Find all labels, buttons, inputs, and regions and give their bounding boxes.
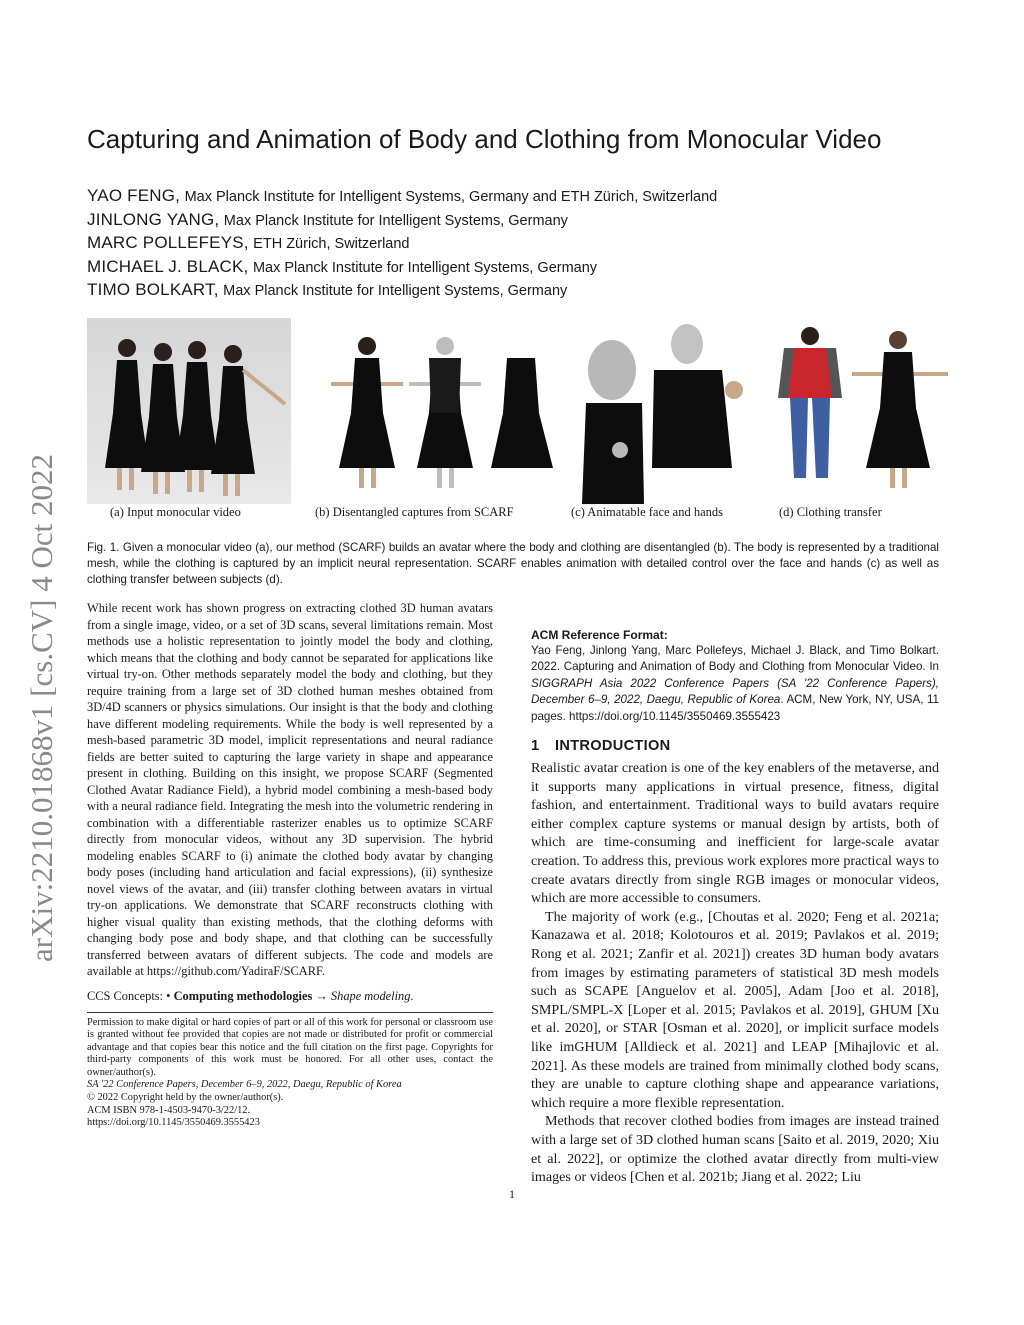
permission-notice: Permission to make digital or hard copies of part or all of this work for personal or classroom use is granted without fee provided that copies are not made or distributed for profit or commercial advantage and that copies bear this notice and the full citation on the first page. Copyrights for third-party components of this work must be honored. For all other uses, contact the owner/author(s). <box>87 1017 493 1078</box>
author-line <box>87 255 967 279</box>
author-name: JINLONG YANG, <box>87 209 220 229</box>
author-affiliation: Max Planck Institute for Intelligent Systems, Germany <box>223 283 568 299</box>
input-frames-illustration <box>87 318 291 504</box>
paper-title: Capturing and Animation of Body and Clothing from Monocular Video <box>87 124 882 154</box>
abstract: While recent work has shown progress on extracting clothed 3D human avatars from a single image, video, or a set of 3D scans, several limitations remain. Most methods use a holistic representation to jointly model the body and clothing, which means that the clothing and body cannot be separated for applications like virtual try-on. Other methods separately model the body and clothing, but they require training from a large set of 3D clothed human meshes obtained from 3D/4D scanners or physics simulations. Our insight is that the body and clothing have different modeling requirements. While the body is well represented by a mesh-based parametric 3D model, implicit representations and neural radiance fields are better suited to capturing the large variety in shape and appearance present in clothing. Building on this insight, we propose SCARF (Segmented Clothed Avatar Radiance Field), a hybrid model combining a mesh-based body with a neural radiance field. Integrating the mesh into the volumetric rendering in combination with a differentiable rasterizer enables us to optimize SCARF directly from monocular videos, without any 3D supervision. The hybrid modeling enables SCARF to (i) animate the clothed body avatar by changing body poses (including hand articulation and facial expressions), (ii) synthesize novel views of the avatar, and (iii) transfer clothing between avatars in virtual try-on applications. We demonstrate that SCARF reconstructs clothing with higher visual quality than existing methods, that the clothing deforms with changing body pose and body shape, and that clothing can be successfully transferred between avatars of different subjects. The code and models are available at https://github.com/YadiraF/SCARF. <box>87 601 493 978</box>
disentangled-captures-image <box>327 318 562 504</box>
acm-reference-heading: ACM Reference Format: <box>531 628 668 642</box>
author-affiliation: Max Planck Institute for Intelligent Systems, Germany and ETH Zürich, Switzerland <box>184 189 718 205</box>
figure-caption: Fig. 1. Given a monocular video (a), our method (SCARF) builds an avatar where the body and clothing are disentangled (b). The body is represented by a traditional mesh, while the clothing is captured by an implicit neural representation. SCARF enables animation with detailed control over the face and hands (c) as well as clothing transfer between subjects (d). <box>87 541 939 586</box>
page-number: 1 <box>509 1188 515 1201</box>
arxiv-stamp: arXiv:2210.01868v1 [cs.CV] 4 Oct 2022 <box>24 454 59 962</box>
ccs-bold: Computing methodologies <box>173 988 313 1003</box>
author-line <box>87 231 967 255</box>
isbn-line: ACM ISBN 978-1-4503-9470-3/22/12. <box>87 1104 251 1116</box>
author-list <box>87 184 967 302</box>
footnote-rule <box>87 1012 493 1013</box>
author-line <box>87 208 967 232</box>
intro-paragraph-1: Realistic avatar creation is one of the key enablers of the metaverse, and it supports many applications in virtual presence, fitness, digital fashion, and entertainment. Traditional ways to build avatars require either complex capture systems or manual design by artists, both of which are time-consuming and inefficient for large-scale avatar creation. To address this, previous work explores more practical ways to create avatars directly from single RGB images or monocular videos, which are more accessible to consumers. <box>531 760 939 907</box>
author-name: MARC POLLEFEYS, <box>87 233 249 252</box>
ccs-suffix: . <box>410 988 414 1003</box>
ccs-prefix: CCS Concepts: • <box>87 988 174 1003</box>
subcaption-d: (d) Clothing transfer <box>779 505 882 519</box>
conference-line: SA '22 Conference Papers, December 6–9, 2022, Daegu, Republic of Korea <box>87 1079 402 1091</box>
author-line <box>87 278 967 302</box>
ccs-arrow: → <box>312 988 331 1003</box>
subcaption-a: (a) Input monocular video <box>110 505 241 519</box>
section-title: INTRODUCTION <box>555 738 671 755</box>
acm-ref-venue: SIGGRAPH Asia 2022 Conference Papers (SA '22 Conference Papers), December 6–9, 2022, Daegu, Republic of Korea <box>531 676 939 707</box>
face-hands-image <box>582 318 757 504</box>
disentangled-illustration <box>327 318 562 504</box>
clothing-transfer-image <box>772 318 953 504</box>
teaser-figure <box>87 318 953 504</box>
acm-reference-text <box>531 643 939 725</box>
face-hands-illustration <box>582 318 757 504</box>
subcaption-b: (b) Disentangled captures from SCARF <box>315 505 514 519</box>
input-video-image <box>87 318 291 504</box>
author-name: MICHAEL J. BLACK, <box>87 256 249 276</box>
right-column <box>531 627 939 1187</box>
left-column <box>87 600 493 1130</box>
ccs-concepts <box>87 988 493 1005</box>
subcaption-c: (c) Animatable face and hands <box>571 505 724 519</box>
clothing-transfer-illustration <box>772 318 953 504</box>
copyright-line: © 2022 Copyright held by the owner/author(s). <box>87 1091 284 1103</box>
author-affiliation: Max Planck Institute for Intelligent Systems, Germany <box>223 212 568 229</box>
intro-paragraph-2: The majority of work (e.g., [Choutas et al. 2020; Feng et al. 2021a; Kanazawa et al. 2018; Kolotouros et al. 2019; Pavlakos et al. 2019; Rong et al. 2021; Zanfir et al. 2021]) creates 3D human body avatars from images by estimating parameters of statistical 3D mesh models such as SCAPE [Anguelov et al. 2005], Adam [Joo et al. 2018], SMPL/SMPL-X [Loper et al. 2015; Pavlakos et al. 2019], GHUM [Xu et al. 2020], or STAR [Osman et al. 2020], or implicit surface models like imGHUM [Alldieck et al. 2021] and LEAP [Mihajlovic et al. 2021]. As these models are trained from minimally clothed body scans, they are unable to capture clothing shape and appearance variations, which require a more flexible representation. <box>531 908 939 1111</box>
section-number: 1 <box>531 738 540 755</box>
doi-link[interactable]: https://doi.org/10.1145/3550469.3555423 <box>87 1117 260 1129</box>
section-heading-introduction <box>531 736 939 756</box>
acm-ref-plain: Yao Feng, Jinlong Yang, Marc Pollefeys, Michael J. Black, and Timo Bolkart. 2022. Capturing and Animation of Body and Clothing from Monocular Video. In <box>531 644 939 674</box>
author-name: TIMO BOLKART, <box>87 280 219 299</box>
intro-paragraph-3: Methods that recover clothed bodies from images are instead trained with a large set of 3D clothed human scans [Saito et al. 2019, 2020; Xiu et al. 2022], or optimize the clothed avatar directly from multi-view images or videos [Chen et al. 2021b; Jiang et al. 2022; Liu <box>531 1113 939 1186</box>
author-affiliation: Max Planck Institute for Intelligent Systems, Germany <box>252 259 598 276</box>
author-line <box>87 184 967 208</box>
author-name: YAO FENG, <box>87 186 181 205</box>
acm-ref-end: . ACM, New York, NY, USA, 11 pages. https://doi.org/10.1145/3550469.3555423 <box>531 693 939 723</box>
ccs-italic: Shape modeling <box>330 988 411 1003</box>
author-affiliation: ETH Zürich, Switzerland <box>253 236 410 252</box>
